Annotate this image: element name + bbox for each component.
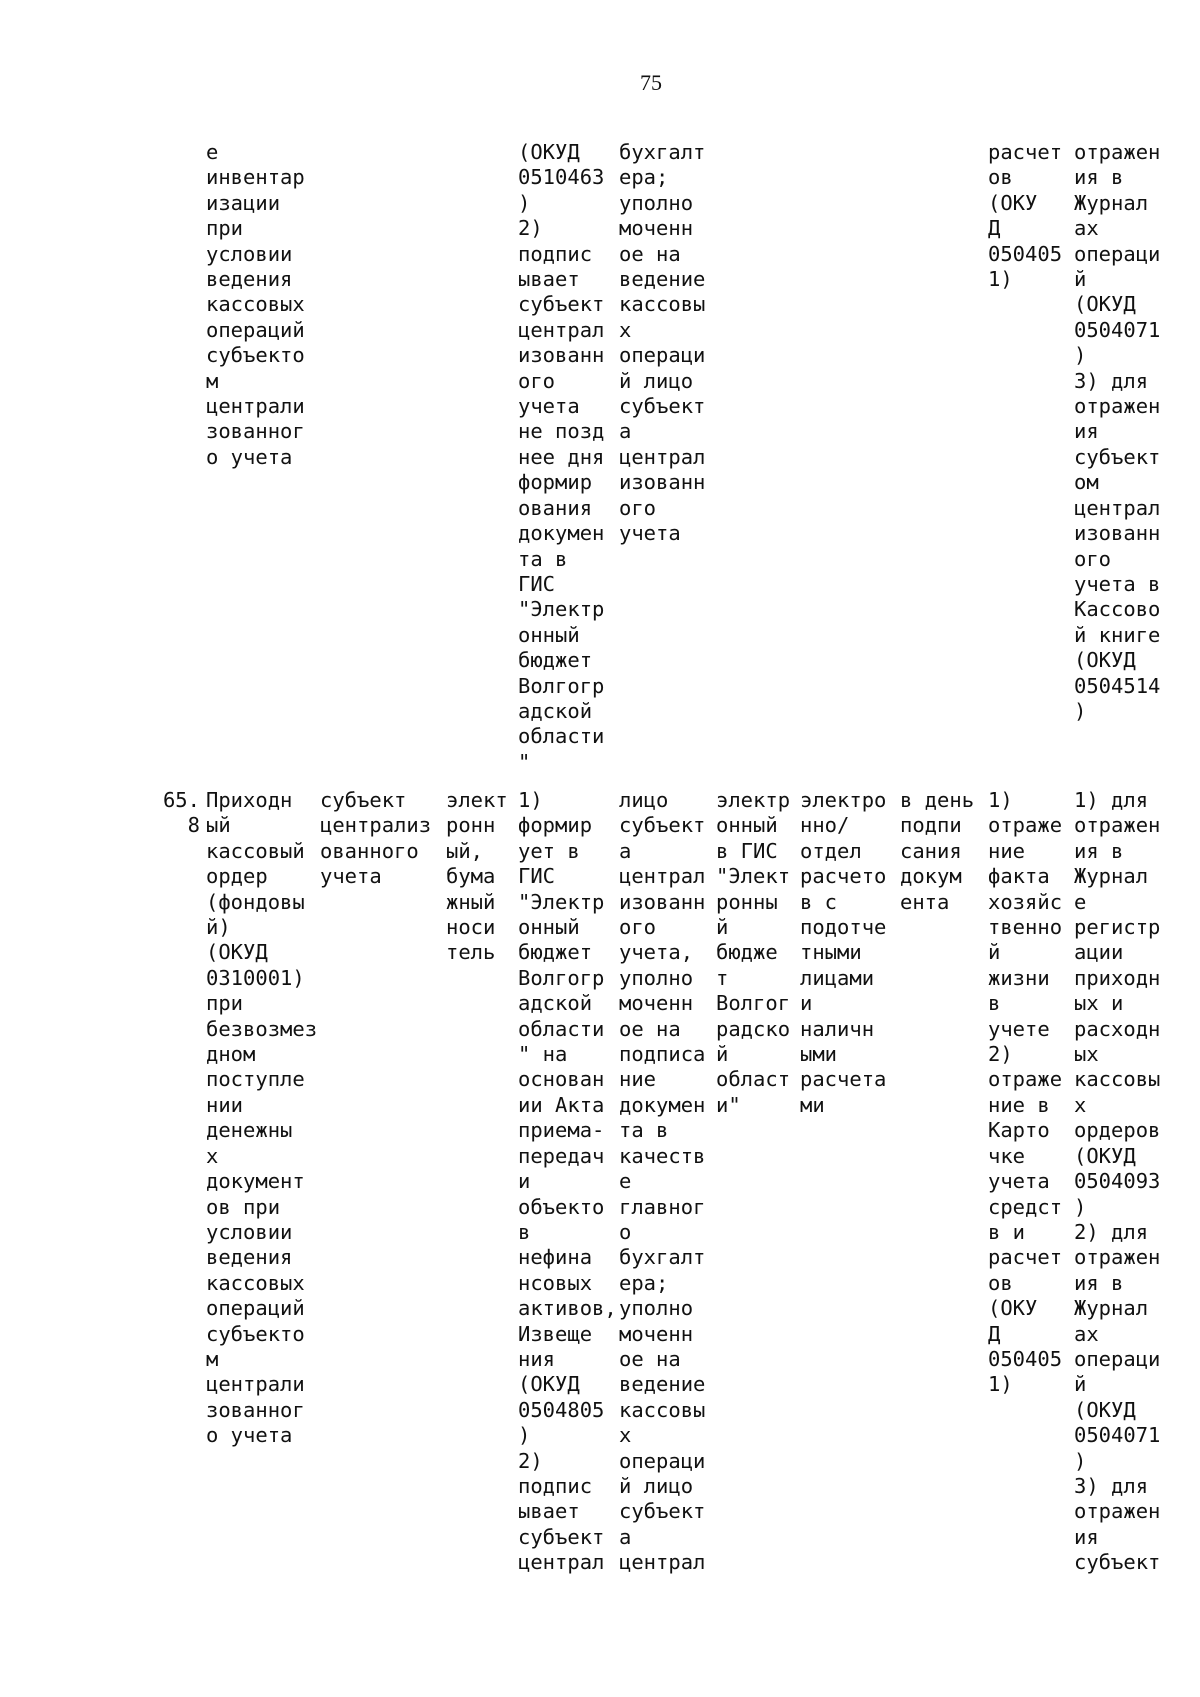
cell-doc-name: е инвентар изации при условии ведения кассовых операций субъекто м централи зованног о учета (206, 140, 305, 469)
cell-medium: элект ронн ый, бума жный носи тель (446, 788, 508, 965)
cell-deadline: в день подпи сания докум ента (900, 788, 975, 914)
cell-responsible: лицо субъект а централ изованн ого учета, уполно моченн ое на подписа ние докумен та в качеств е главног о бухгалт ера; уполно моченн ое на ведение кассовы х операци й лицо субъект а централ (619, 788, 706, 1575)
row-number: 65. 8 (162, 788, 200, 838)
page-number: 75 (640, 70, 662, 95)
cell-registers: 1) для отражен ия в Журнал е регистр ации приходн ых и расходн ых кассовы х ордеров (ОКУД 0504093 ) 2) для отражен ия в Журнал ах операци й (ОКУД 0504071 ) 3) для отражен ия субъект (1074, 788, 1161, 1575)
cell-recipient: электр онный в ГИС "Элект ронны й бюдже т Волгог радско й област и" (716, 788, 791, 1117)
cell-responsible: бухгалт ера; уполно моченн ое на ведение кассовы х операци й лицо субъект а централ изованн ого учета (619, 140, 706, 546)
cell-compiler: субъект централиз ованного учета (320, 788, 432, 889)
cell-procedure: (ОКУД 0510463 ) 2) подпис ывает субъект централ изованн ого учета не позд нее дня формир ования докумен та в ГИС "Электр онный бюджет Волгогр адской области " (518, 140, 605, 774)
cell-reflection: расчет ов (ОКУ Д 050405 1) (988, 140, 1063, 292)
cell-registers: отражен ия в Журнал ах операци й (ОКУД 0504071 ) 3) для отражен ия субъект ом централ изованн ого учета в Кассово й книге (ОКУД 0504514 ) (1074, 140, 1161, 723)
cell-doc-name: Приходн ый кассовый ордер (фондовы й) (ОКУД 0310001) при безвозмез дном поступле нии денежны х документ ов при условии ведения кассовых операций субъекто м централи зованног о учета (206, 788, 318, 1448)
cell-reflection: 1) отраже ние факта хозяйс твенно й жизни в учете 2) отраже ние в Карто чке учета средст в и расчет ов (ОКУ Д 050405 1) (988, 788, 1063, 1397)
cell-procedure: 1) формир ует в ГИС "Электр онный бюджет Волгогр адской области " на основан ии Акта приема- передач и объекто в нефина нсовых активов, Извеще ния (ОКУД 0504805 ) 2) подпис ывает субъект централ (518, 788, 617, 1575)
cell-executor: электро нно/ отдел расчето в с подотче тными лицами и наличн ыми расчета ми (800, 788, 887, 1117)
